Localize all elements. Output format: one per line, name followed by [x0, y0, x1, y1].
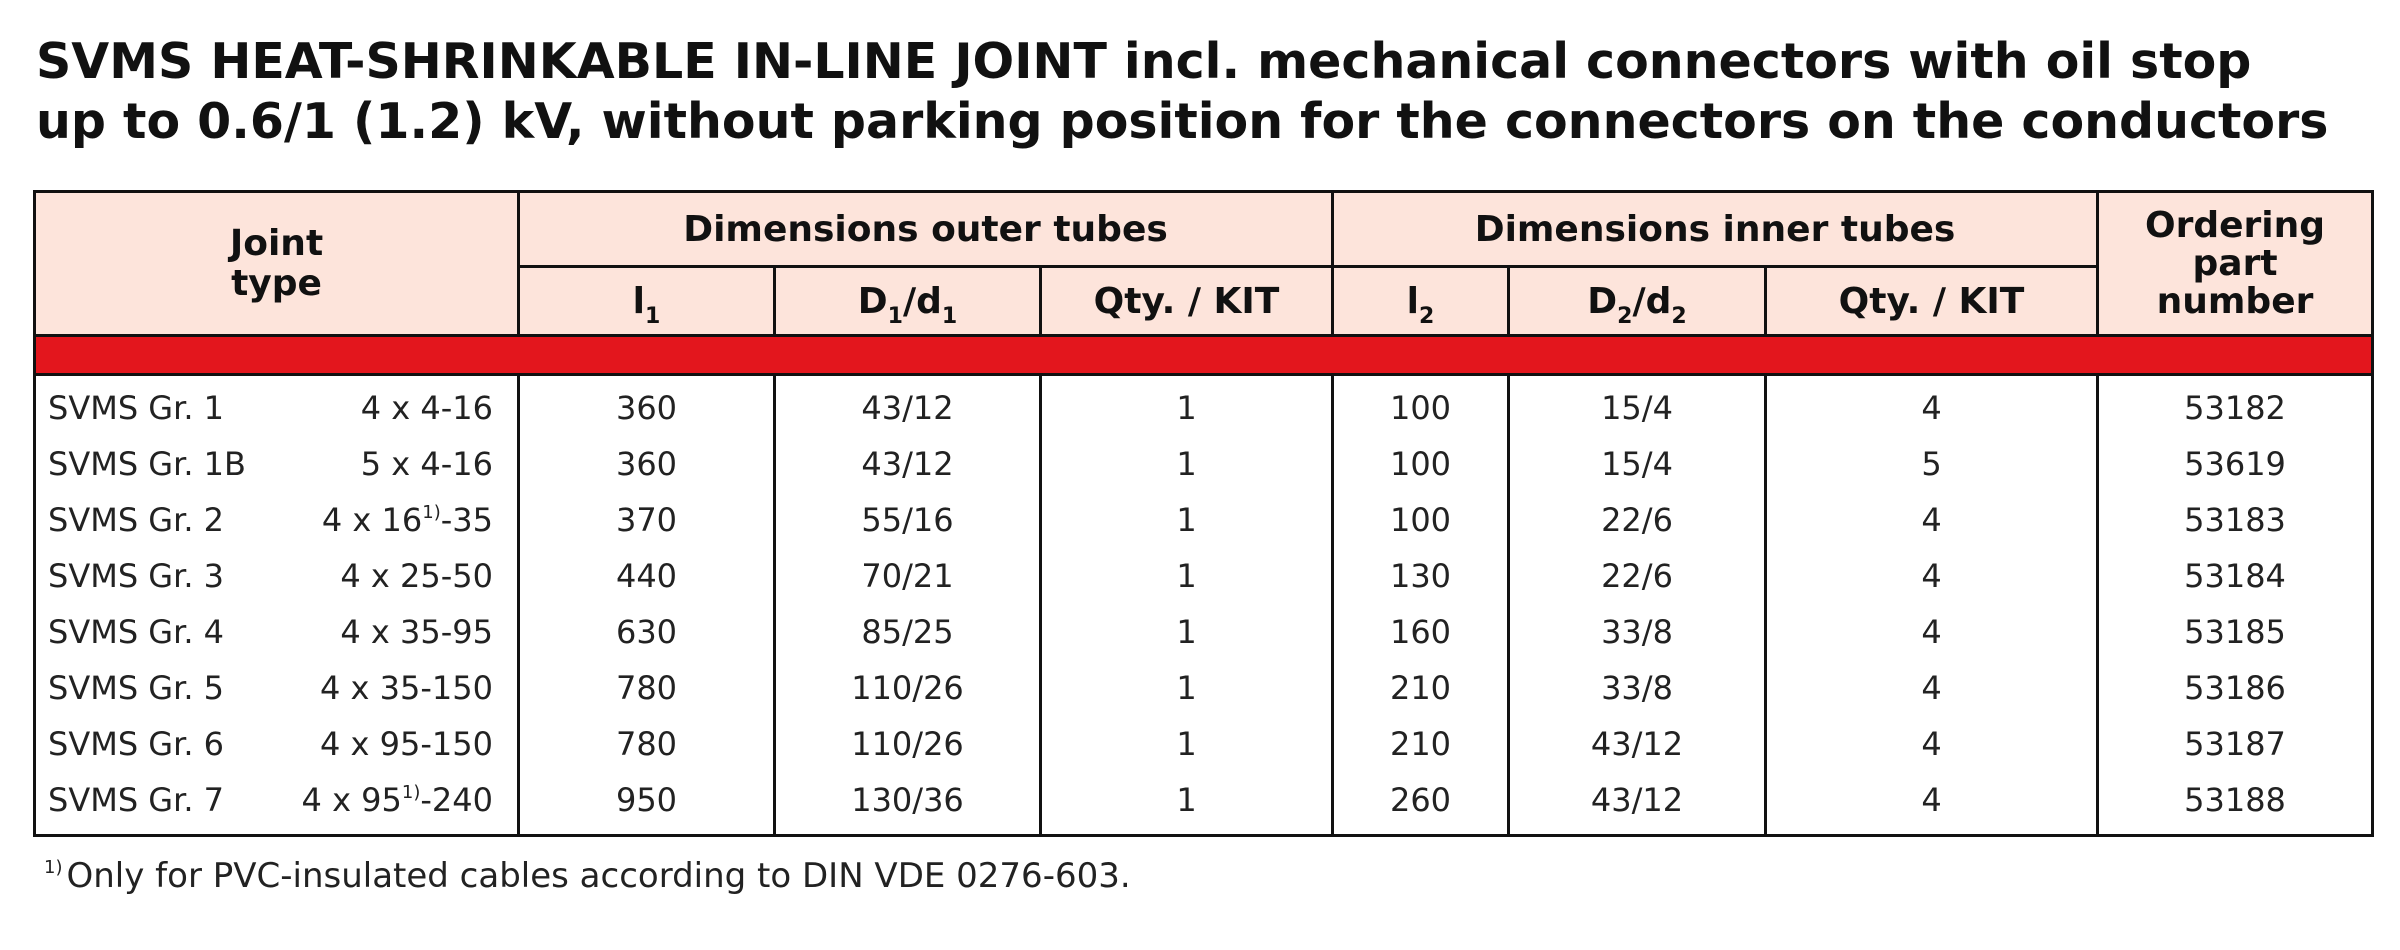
- footnote-reference: 1): [422, 502, 441, 523]
- l2-cell: 160: [1333, 604, 1509, 660]
- D2-subscript: 2: [1617, 303, 1633, 329]
- qty-outer-cell: 1: [1041, 716, 1333, 772]
- l2-cell: 130: [1333, 548, 1509, 604]
- l2-cell: 100: [1333, 492, 1509, 548]
- joint-type-header-line2: type: [231, 262, 322, 304]
- joint-type-cell: [35, 604, 519, 660]
- joint-type-header-line1: Joint: [229, 222, 324, 264]
- header-row-1: [35, 192, 2373, 267]
- conductor-size-main: 4 x 16: [321, 501, 423, 539]
- D2-d2-cell: 22/6: [1509, 492, 1766, 548]
- qty-outer-cell: 1: [1041, 660, 1333, 716]
- conductor-size: [320, 725, 493, 763]
- joint-table-wrapper: [33, 190, 2371, 830]
- l2-cell: 100: [1333, 375, 1509, 437]
- joint-type-content: [48, 613, 517, 651]
- footnote-text: Only for PVC-insulated cables according to DIN VDE 0276-603.: [66, 856, 1131, 896]
- joint-type-cell: [35, 716, 519, 772]
- joint-type-content: [48, 389, 517, 427]
- qty-inner-cell: 5: [1766, 436, 2098, 492]
- conductor-size: [340, 557, 493, 595]
- joint-table: [33, 190, 2374, 837]
- table-row: [35, 492, 2373, 548]
- title-bold: SVMS HEAT-SHRINKABLE IN-LINE JOINT: [36, 33, 1107, 90]
- D2-label: D: [1587, 280, 1618, 322]
- D2-d2-cell: 22/6: [1509, 548, 1766, 604]
- l1-cell: 360: [519, 375, 775, 437]
- qty-inner-cell: 4: [1766, 375, 2098, 437]
- joint-name: SVMS Gr. 6: [48, 725, 225, 763]
- conductor-size: [322, 501, 493, 539]
- l1-subscript: 1: [645, 303, 661, 329]
- conductor-size-main: 5 x 4-16: [360, 445, 493, 483]
- qty-outer-cell: 1: [1041, 548, 1333, 604]
- joint-type-content: [48, 781, 517, 819]
- table-body: [35, 375, 2373, 836]
- conductor-size: [320, 669, 493, 707]
- D2-d2-cell: 43/12: [1509, 772, 1766, 836]
- D1-subscript: 1: [887, 303, 903, 329]
- D1-d1-cell: 85/25: [775, 604, 1041, 660]
- conductor-size-main: 4 x 25-50: [340, 557, 493, 595]
- joint-type-cell: [35, 436, 519, 492]
- qty-kit-inner-header: Qty. / KIT: [1766, 267, 2098, 336]
- joint-type-content: [48, 501, 517, 539]
- footnote-marker: 1): [44, 857, 63, 878]
- conductor-size-main: 4 x 35-95: [340, 613, 493, 651]
- conductor-size-upper: -240: [420, 781, 493, 819]
- l1-cell: 360: [519, 436, 775, 492]
- qty-inner-cell: 4: [1766, 548, 2098, 604]
- l1-cell: 780: [519, 660, 775, 716]
- l2-cell: 210: [1333, 660, 1509, 716]
- qty-inner-cell: 4: [1766, 604, 2098, 660]
- D2-d2-header: [1509, 267, 1766, 336]
- qty-kit-outer-header: Qty. / KIT: [1041, 267, 1333, 336]
- conductor-size-upper: -35: [440, 501, 493, 539]
- qty-inner-cell: 4: [1766, 772, 2098, 836]
- accent-bar-row: [35, 336, 2373, 375]
- part-number-cell: 53185: [2098, 604, 2373, 660]
- l2-cell: 210: [1333, 716, 1509, 772]
- part-number-cell: 53183: [2098, 492, 2373, 548]
- part-number-cell: 53619: [2098, 436, 2373, 492]
- l1-header: [519, 267, 775, 336]
- d2-subscript: 2: [1671, 303, 1687, 329]
- qty-outer-cell: 1: [1041, 772, 1333, 836]
- joint-name: SVMS Gr. 1B: [48, 445, 246, 483]
- l2-cell: 260: [1333, 772, 1509, 836]
- joint-type-cell: [35, 548, 519, 604]
- inner-tubes-header: Dimensions inner tubes: [1333, 192, 2098, 267]
- joint-name: SVMS Gr. 2: [48, 501, 225, 539]
- joint-type-cell: [35, 375, 519, 437]
- D2-d2-cell: 33/8: [1509, 660, 1766, 716]
- ordering-header-line2: part: [2192, 242, 2278, 284]
- joint-name: SVMS Gr. 3: [48, 557, 225, 595]
- D2-d2-cell: 15/4: [1509, 375, 1766, 437]
- conductor-size-main: 4 x 4-16: [360, 389, 493, 427]
- part-number-cell: 53186: [2098, 660, 2373, 716]
- conductor-size: [361, 445, 493, 483]
- accent-bar: [35, 336, 2373, 375]
- table-row: [35, 548, 2373, 604]
- l2-cell: 100: [1333, 436, 1509, 492]
- part-number-cell: 53184: [2098, 548, 2373, 604]
- table-row: [35, 660, 2373, 716]
- joint-type-cell: [35, 660, 519, 716]
- conductor-size-main: 4 x 95-150: [320, 725, 493, 763]
- l1-label: l: [632, 280, 646, 322]
- joint-type-cell: [35, 492, 519, 548]
- joint-type-content: [48, 669, 517, 707]
- title-line-1: [36, 32, 2376, 92]
- table-row: [35, 716, 2373, 772]
- D1-d1-cell: 43/12: [775, 436, 1041, 492]
- d1-label: /d: [902, 280, 942, 322]
- conductor-size-main: 4 x 35-150: [320, 669, 493, 707]
- l1-cell: 950: [519, 772, 775, 836]
- part-number-cell: 53188: [2098, 772, 2373, 836]
- ordering-header-line1: Ordering: [2144, 204, 2326, 246]
- conductor-size: [340, 613, 493, 651]
- D1-label: D: [857, 280, 888, 322]
- joint-name: SVMS Gr. 4: [48, 613, 225, 651]
- D2-d2-cell: 15/4: [1509, 436, 1766, 492]
- footnote-reference: 1): [401, 782, 421, 803]
- joint-type-content: [48, 557, 517, 595]
- conductor-size-main: 4 x 95: [301, 781, 402, 819]
- D2-d2-cell: 43/12: [1509, 716, 1766, 772]
- D1-d1-cell: 70/21: [775, 548, 1041, 604]
- joint-type-header: [35, 192, 519, 336]
- qty-outer-cell: 1: [1041, 436, 1333, 492]
- l1-cell: 370: [519, 492, 775, 548]
- joint-name: SVMS Gr. 7: [48, 781, 225, 819]
- title-rest: incl. mechanical connectors with oil stop: [1106, 33, 2252, 90]
- l1-cell: 440: [519, 548, 775, 604]
- qty-inner-cell: 4: [1766, 716, 2098, 772]
- qty-inner-cell: 4: [1766, 492, 2098, 548]
- D2-d2-cell: 33/8: [1509, 604, 1766, 660]
- part-number-cell: 53187: [2098, 716, 2373, 772]
- ordering-part-number-header: [2098, 192, 2373, 336]
- d1-subscript: 1: [941, 303, 958, 329]
- qty-inner-cell: 4: [1766, 660, 2098, 716]
- qty-outer-cell: 1: [1041, 375, 1333, 437]
- l2-subscript: 2: [1419, 303, 1435, 329]
- table-row: [35, 375, 2373, 437]
- qty-outer-cell: 1: [1041, 604, 1333, 660]
- conductor-size: [361, 389, 493, 427]
- D1-d1-header: [775, 267, 1041, 336]
- outer-tubes-header: Dimensions outer tubes: [519, 192, 1333, 267]
- l2-header: [1333, 267, 1509, 336]
- joint-type-cell: [35, 772, 519, 836]
- l1-cell: 630: [519, 604, 775, 660]
- footnote: [44, 856, 1131, 896]
- ordering-header-line3: number: [2156, 280, 2314, 322]
- part-number-cell: 53182: [2098, 375, 2373, 437]
- d2-label: /d: [1632, 280, 1672, 322]
- D1-d1-cell: 55/16: [775, 492, 1041, 548]
- qty-outer-cell: 1: [1041, 492, 1333, 548]
- joint-type-content: [48, 725, 517, 763]
- title-line-2: up to 0.6/1 (1.2) kV, without parking position for the connectors on the conductors: [36, 93, 2329, 150]
- l2-label: l: [1406, 280, 1420, 322]
- joint-name: SVMS Gr. 1: [48, 389, 225, 427]
- joint-name: SVMS Gr. 5: [48, 669, 225, 707]
- joint-type-content: [48, 445, 517, 483]
- table-row: [35, 436, 2373, 492]
- table-row: [35, 772, 2373, 836]
- D1-d1-cell: 110/26: [775, 716, 1041, 772]
- l1-cell: 780: [519, 716, 775, 772]
- page-title: [36, 32, 2376, 152]
- D1-d1-cell: 130/36: [775, 772, 1041, 836]
- D1-d1-cell: 43/12: [775, 375, 1041, 437]
- D1-d1-cell: 110/26: [775, 660, 1041, 716]
- conductor-size: [302, 781, 493, 819]
- table-row: [35, 604, 2373, 660]
